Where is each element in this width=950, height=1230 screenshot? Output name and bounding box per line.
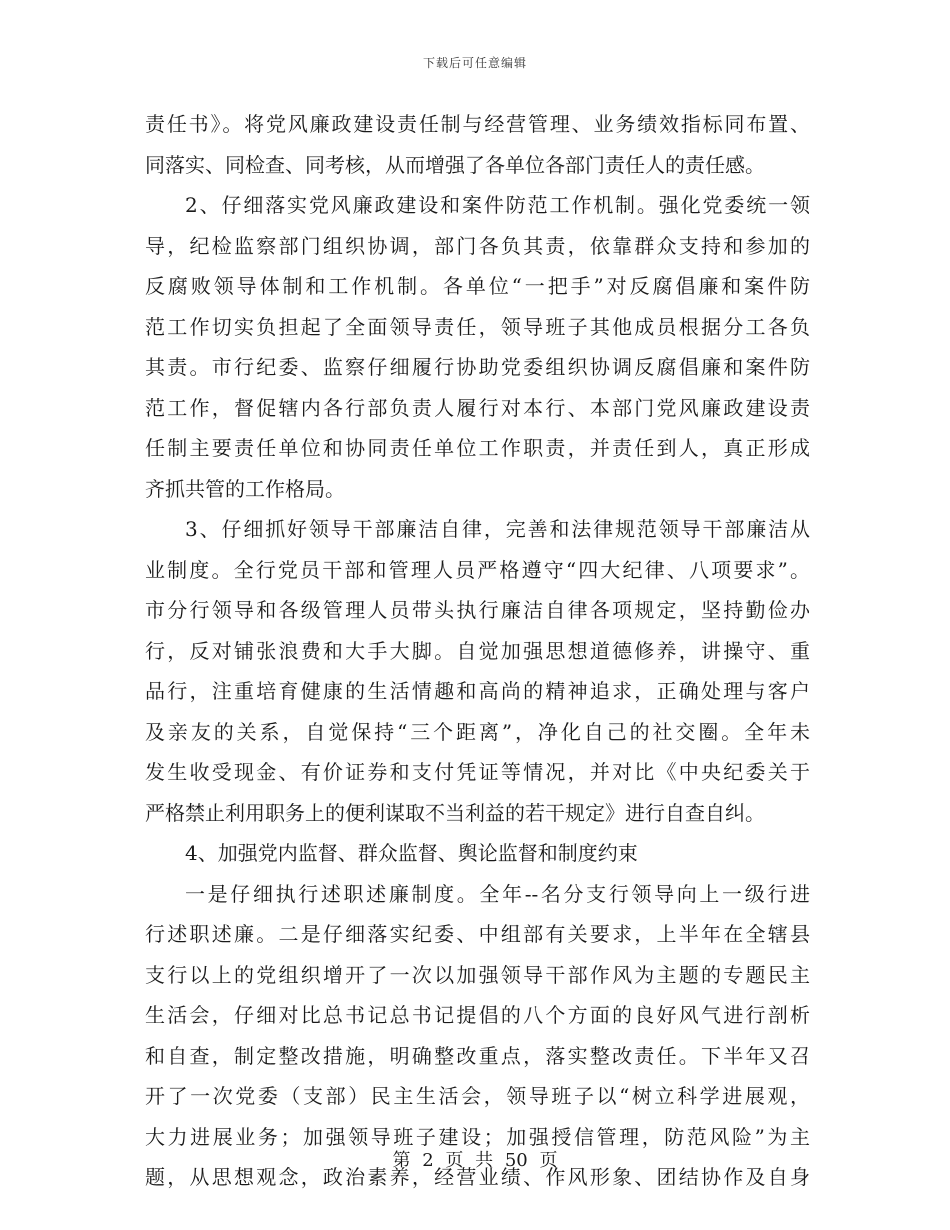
text-line: 范工作切实负担起了全面领导责任，领导班子其他成员根据分工各负 [145, 314, 810, 339]
text-line: 其责。市行纪委、监察仔细履行协助党委组织协调反腐倡廉和案件防 [145, 355, 810, 379]
text-line: 严格禁止利用职务上的便利谋取不当利益的若干规定》进行自查自纠。 [145, 800, 765, 825]
text-line: 发生收受现金、有价证券和支付凭证等情况，并对比《中央纪委关于 [145, 760, 810, 784]
text-line: 市分行领导和各级管理人员带头执行廉洁自律各项规定，坚持勤俭办 [145, 598, 810, 622]
page-footer: 第 2 页 共 50 页 [392, 1150, 558, 1171]
text-line: 品行，注重培育健康的生活情趣和高尚的精神追求，正确处理与客户 [145, 679, 810, 703]
text-line: 支行以上的党组织增开了一次以加强领导干部作风为主题的专题民主 [145, 962, 810, 987]
text-line: 范工作，督促辖内各行部负责人履行对本行、本部门党风廉政建设责 [145, 395, 810, 420]
text-line: 2、仔细落实党风廉政建设和案件防范工作机制。强化党委统一领 [185, 193, 810, 217]
text-line: 开了一次党委（支部）民主生活会，领导班子以“树立科学进展观， [145, 1084, 810, 1108]
text-line: 任制主要责任单位和协同责任单位工作职责，并责任到人，真正形成 [145, 436, 810, 460]
text-line: 4、加强党内监督、群众监督、舆论监督和制度约束 [185, 841, 638, 865]
text-line: 同落实、同检查、同考核，从而增强了各单位各部门责任人的责任感。 [145, 152, 765, 177]
text-line: 行述职述廉。二是仔细落实纪委、中组部有关要求，上半年在全辖县 [145, 922, 810, 946]
text-line: 导，纪检监察部门组织协调，部门各负其责，依靠群众支持和参加的 [145, 233, 810, 258]
text-line: 业制度。全行党员干部和管理人员严格遵守“四大纪律、八项要求”。 [145, 557, 810, 582]
text-line: 及亲友的关系，自觉保持“三个距离”，净化自己的社交圈。全年未 [145, 719, 810, 744]
body-text [145, 104, 810, 1198]
text-line: 行，反对铺张浪费和大手大脚。自觉加强思想道德修养，讲操守、重 [145, 638, 810, 663]
page-header: 下载后可任意编辑 [422, 56, 527, 70]
text-line: 题，从思想观念，政治素养，经营业绩、作风形象、团结协作及自身 [145, 1165, 810, 1189]
text-line: 一是仔细执行述职述廉制度。全年--名分支行领导向上一级行进 [185, 881, 810, 906]
text-line: 齐抓共管的工作格局。 [145, 476, 345, 501]
text-line: 责任书》。将党风廉政建设责任制与经营管理、业务绩效指标同布置、 [145, 112, 810, 136]
text-line: 3、仔细抓好领导干部廉洁自律，完善和法律规范领导干部廉洁从 [185, 517, 810, 541]
text-line: 和自查，制定整改措施，明确整改重点，落实整改责任。下半年又召 [145, 1043, 810, 1068]
text-line: 大力进展业务；加强领导班子建设；加强授信管理，防范风险”为主 [145, 1124, 810, 1149]
text-line: 生活会，仔细对比总书记总书记提倡的八个方面的良好风气进行剖析 [145, 1003, 810, 1027]
text-line: 反腐败领导体制和工作机制。各单位“一把手”对反腐倡廉和案件防 [145, 274, 810, 298]
